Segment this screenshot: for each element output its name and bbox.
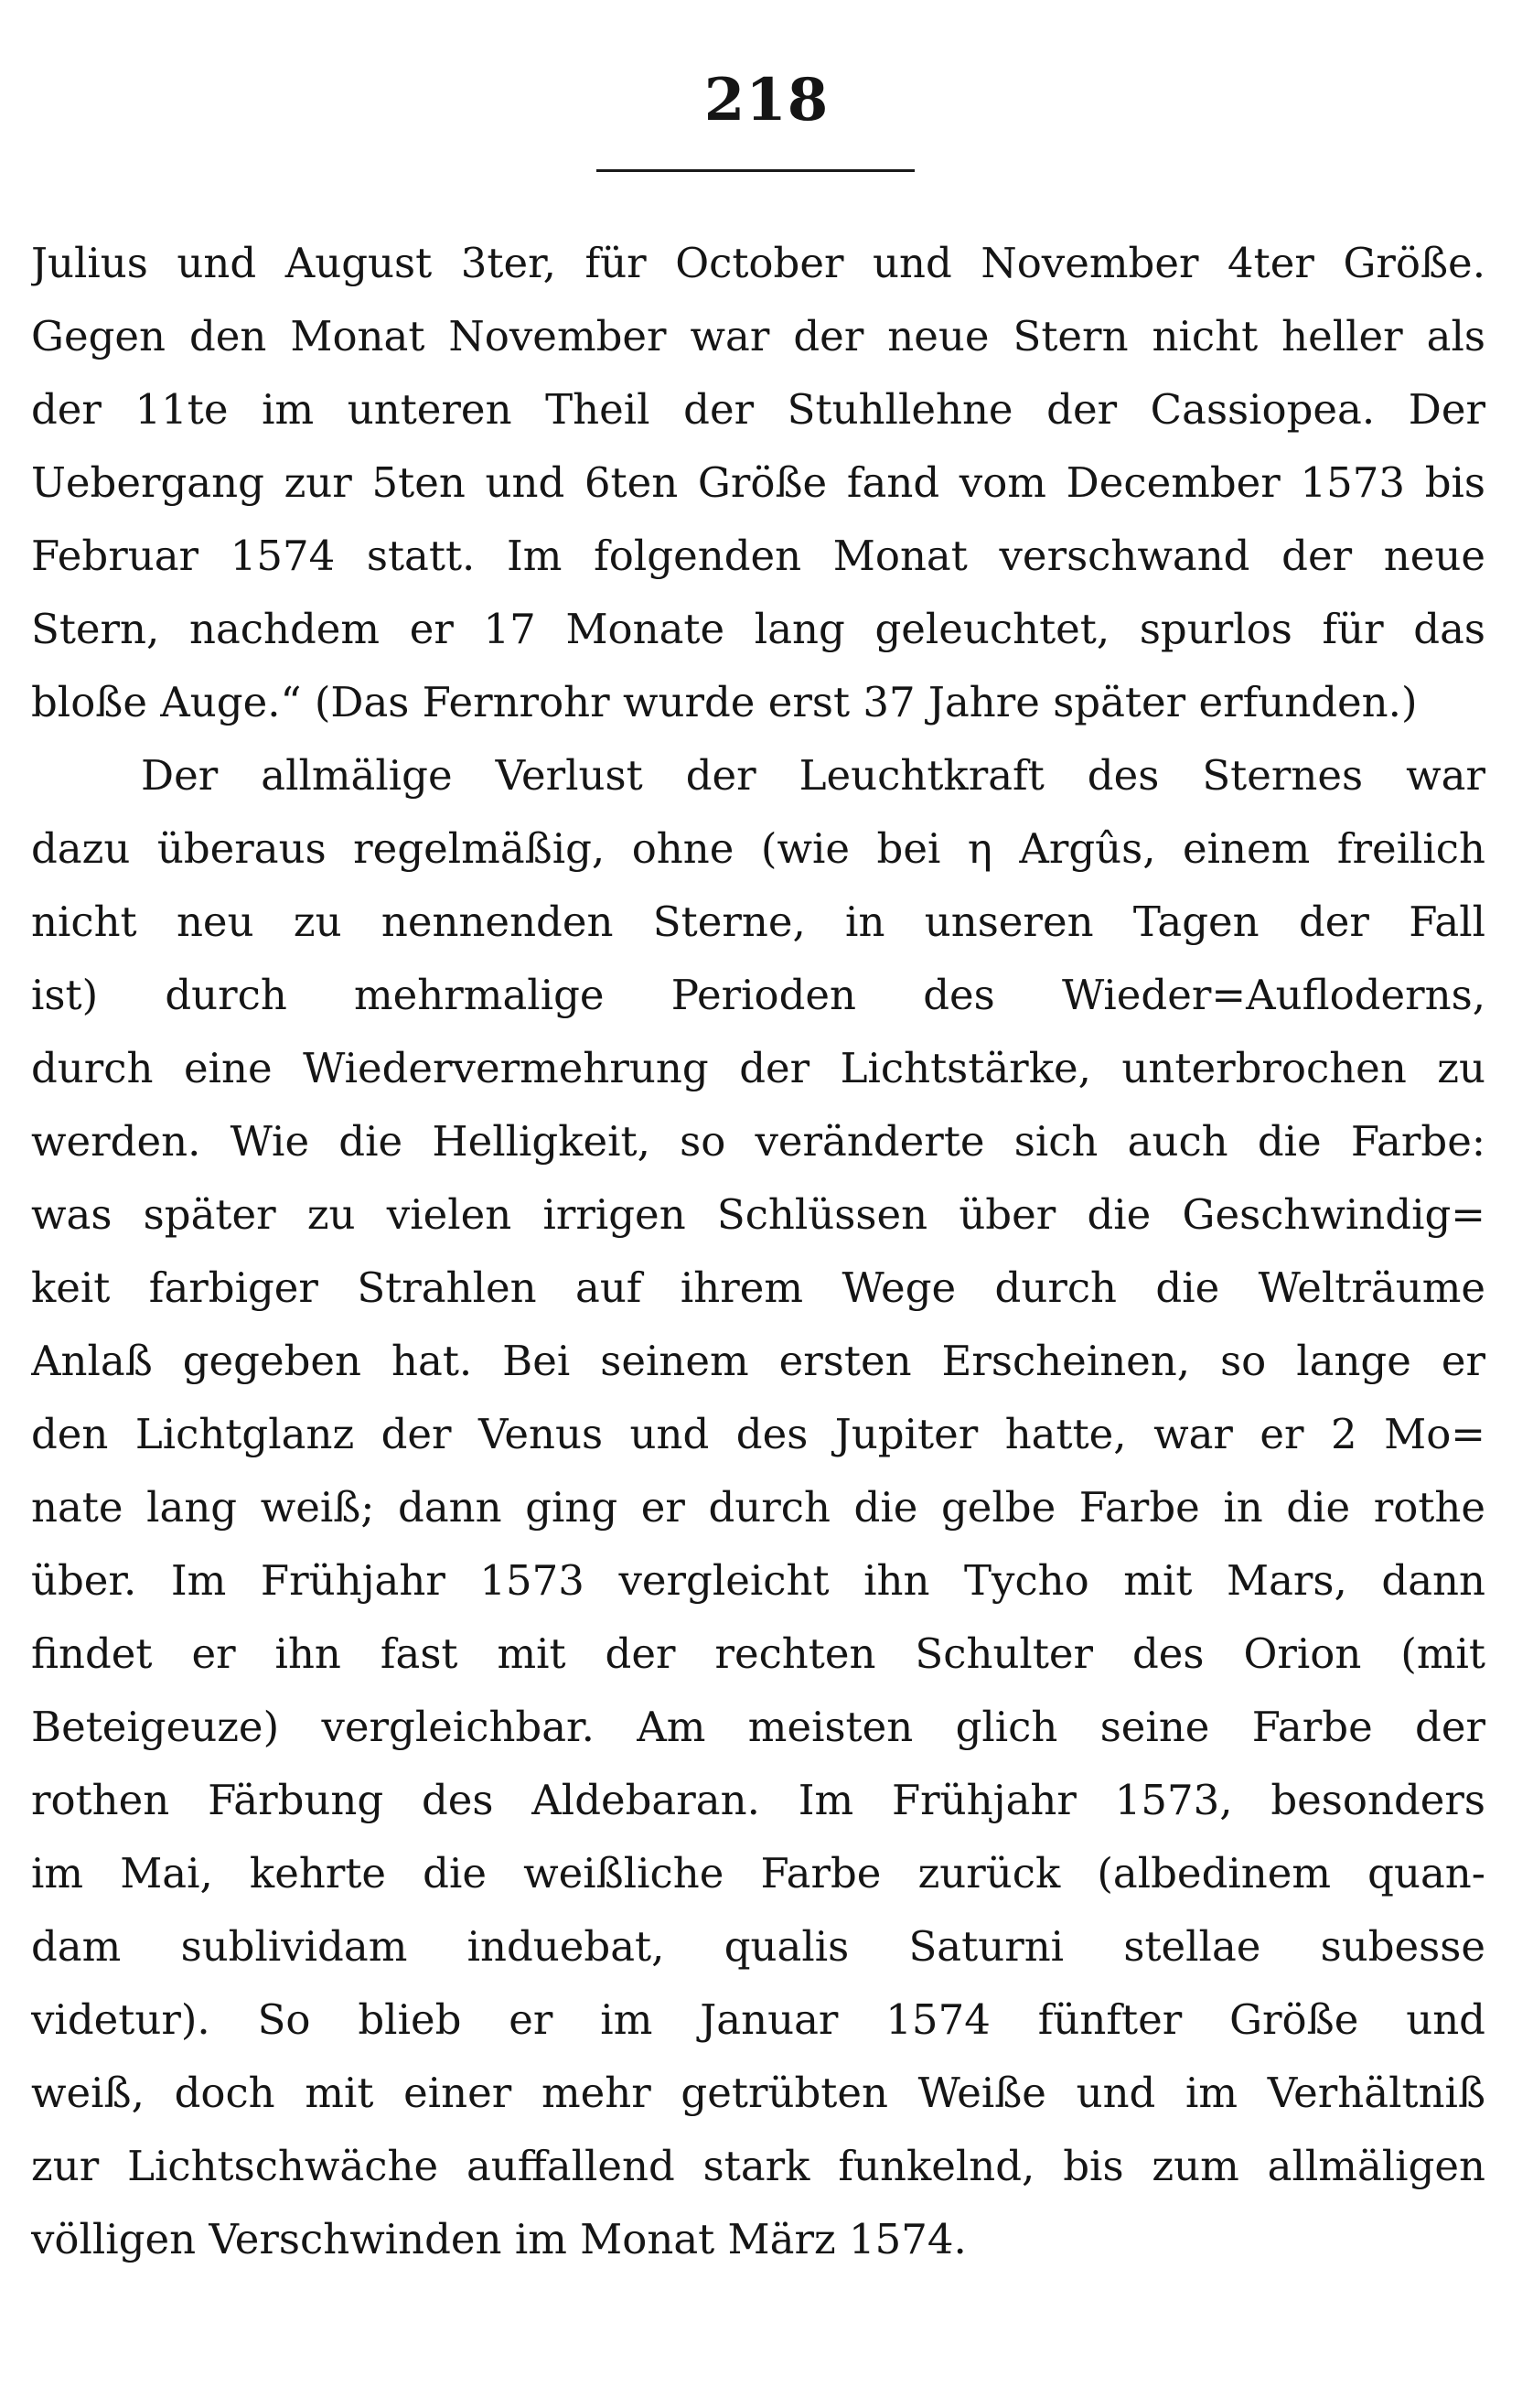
text-line: im Mai, kehrte die weißliche Farbe zurück (albedinem quan- [31,1849,1485,1897]
paragraph-start-line: Der allmälige Verlust der Leuchtkraft des Sternes war [141,751,1485,800]
text-line: keit farbiger Strahlen auf ihrem Wege durch die Welträume [31,1263,1485,1312]
text-line: durch eine Wiedervermehrung der Lichtstärke, unterbrochen zu [31,1044,1485,1092]
text-line: dam sublividam induebat, qualis Saturni stellae subesse [31,1922,1485,1971]
text-line: zur Lichtschwäche auffallend stark funkelnd, bis zum allmäligen [31,2142,1485,2190]
page-number: 218 [703,66,830,134]
text-line: findet er ihn fast mit der rechten Schulter des Orion (mit [31,1629,1485,1678]
text-line: völligen Verschwinden im Monat März 1574. [31,2215,967,2263]
text-line: was später zu vielen irrigen Schlüssen über die Geschwindig= [31,1190,1485,1239]
text-line: ist) durch mehrmalige Perioden des Wieder=Aufloderns, [31,971,1485,1019]
text-line: Anlaß gegeben hat. Bei seinem ersten Erscheinen, so lange er [31,1337,1485,1385]
text-line: den Lichtglanz der Venus und des Jupiter hatte, war er 2 Mo= [31,1410,1485,1458]
text-line: Beteigeuze) vergleichbar. Am meisten glich seine Farbe der [31,1703,1485,1751]
text-line: dazu überaus regelmäßig, ohne (wie bei η Argûs, einem freilich [31,824,1485,873]
text-line: Uebergang zur 5ten und 6ten Größe fand vom December 1573 bis [31,458,1485,507]
body-text [31,227,1485,2276]
text-line: Julius und August 3ter, für October und November 4ter Größe. [31,239,1485,287]
text-line: nate lang weiß; dann ging er durch die gelbe Farbe in die rothe [31,1483,1485,1532]
text-line: Stern, nachdem er 17 Monate lang geleuchtet, spurlos für das [31,605,1485,653]
text-line: über. Im Frühjahr 1573 vergleicht ihn Tycho mit Mars, dann [31,1556,1485,1605]
text-line: Gegen den Monat November war der neue Stern nicht heller als [31,312,1485,360]
text-line: werden. Wie die Helligkeit, so veränderte sich auch die Farbe: [31,1117,1485,1166]
text-line: Februar 1574 statt. Im folgenden Monat verschwand der neue [31,532,1485,580]
text-line: bloße Auge.“ (Das Fernrohr wurde erst 37 Jahre später erfunden.) [31,678,1418,726]
text-line: nicht neu zu nennenden Sterne, in unseren Tagen der Fall [31,898,1485,946]
text-line: der 11te im unteren Theil der Stuhllehne der Cassiopea. Der [31,385,1485,434]
text-line: rothen Färbung des Aldebaran. Im Frühjahr 1573, besonders [31,1776,1485,1824]
text-line: videtur). So blieb er im Januar 1574 fünfter Größe und [31,1995,1485,2044]
text-line: weiß, doch mit einer mehr getrübten Weiße und im Verhältniß [31,2069,1485,2117]
header-rule [596,169,915,172]
